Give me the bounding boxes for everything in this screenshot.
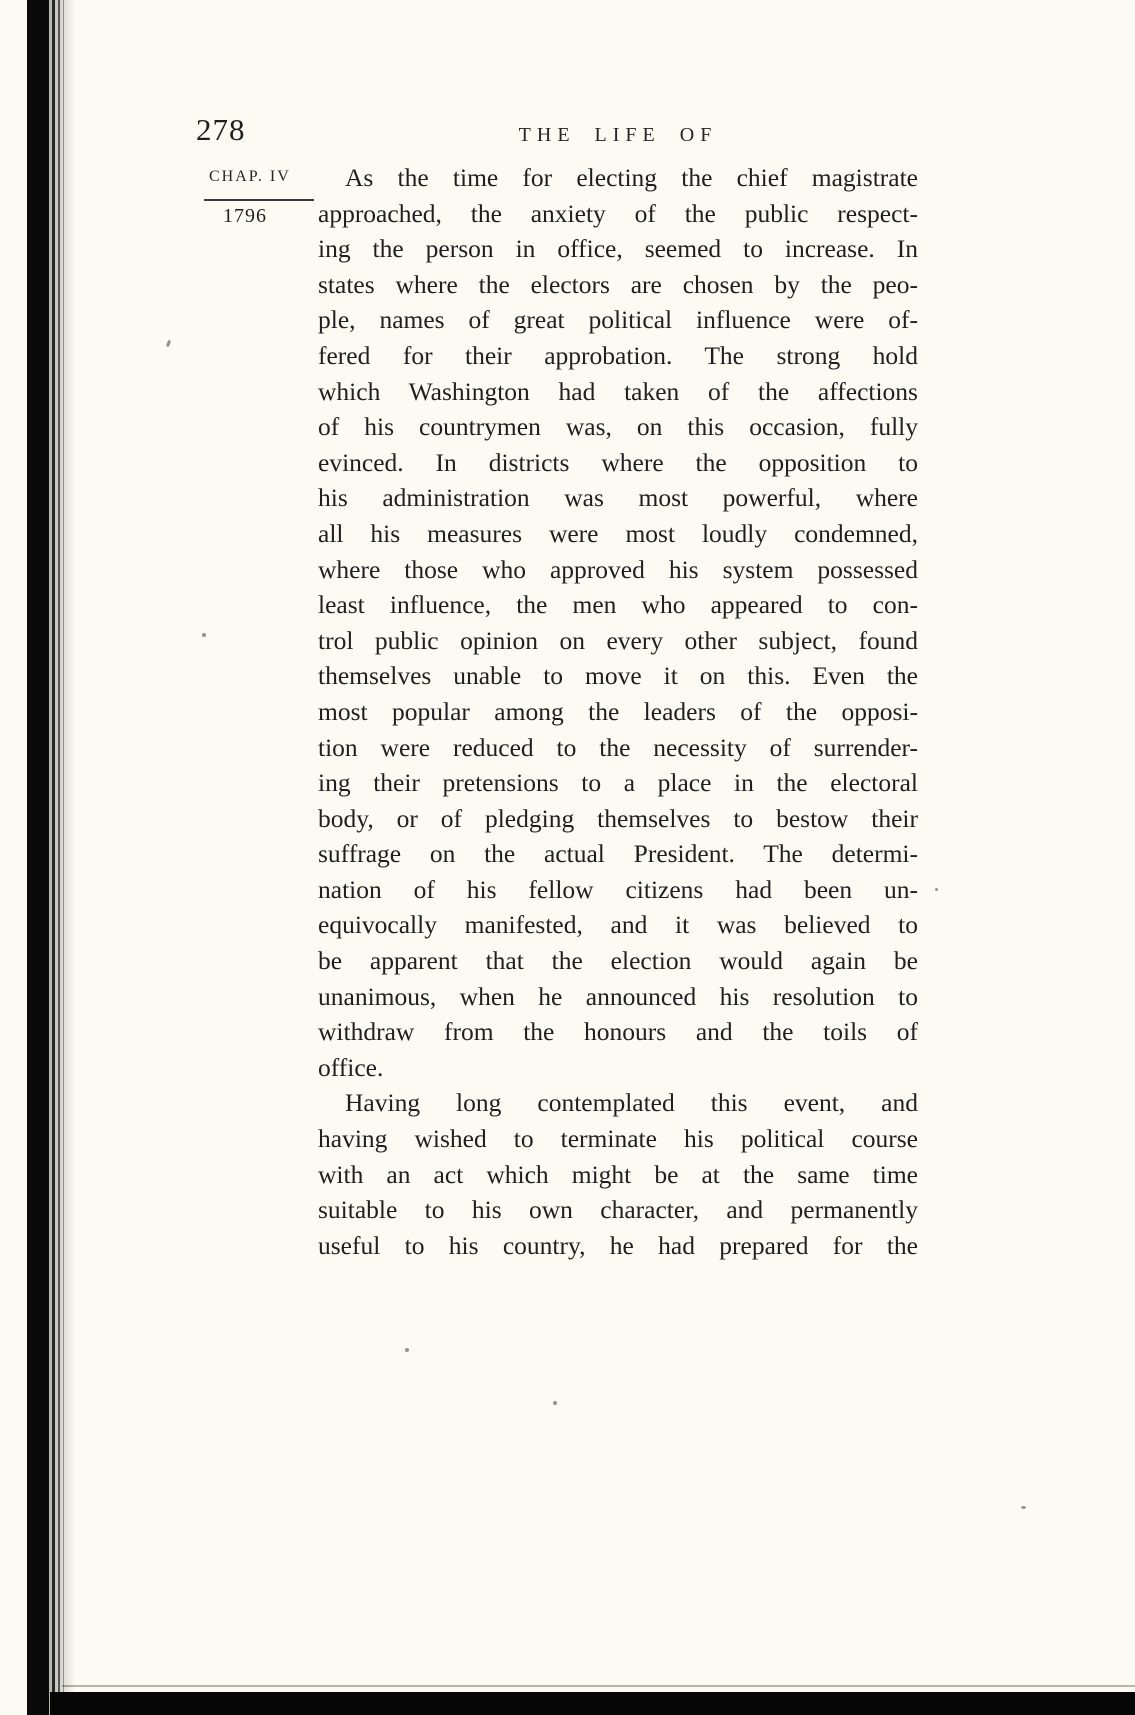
text-line: be apparent that the election would again be xyxy=(318,946,918,976)
text-line: equivocally manifested, and it was believed to xyxy=(318,910,918,940)
text-line: evinced. In districts where the opposition to xyxy=(318,447,918,477)
text-line: As the time for electing the chief magistrate xyxy=(345,163,918,192)
text-line: with an act which might be at the same time xyxy=(318,1159,918,1189)
scan-edge-line xyxy=(58,0,60,1715)
running-header: THE LIFE OF xyxy=(518,124,718,146)
text-line: having wished to terminate his political course xyxy=(318,1124,918,1154)
text-line: most popular among the leaders of the opposi- xyxy=(318,696,918,726)
text-line: ing their pretensions to a place in the electoral xyxy=(318,768,918,798)
text-line: office. xyxy=(318,1052,384,1082)
text-line: ple, names of great political influence were of- xyxy=(318,305,918,335)
text-line: withdraw from the honours and the toils of xyxy=(318,1017,918,1047)
paragraph-1 xyxy=(318,160,918,1085)
text-line: themselves unable to move it on this. Even the xyxy=(318,661,918,691)
text-line: which Washington had taken of the affections xyxy=(318,376,918,406)
page-number: 278 xyxy=(196,112,246,147)
margin-chapter-label: CHAP. IV xyxy=(209,168,291,185)
scan-speck xyxy=(202,633,206,637)
scan-bottom-bar xyxy=(50,1692,1135,1715)
text-line: useful to his country, he had prepared for the xyxy=(318,1230,918,1260)
text-line: of his countrymen was, on this occasion, fully xyxy=(318,412,918,442)
text-line: suffrage on the actual President. The determi- xyxy=(318,839,918,869)
scan-speck xyxy=(166,340,171,348)
text-line: trol public opinion on every other subject, found xyxy=(318,625,918,655)
body-text xyxy=(318,160,918,1263)
text-line: approached, the anxiety of the public respect- xyxy=(318,198,918,228)
scan-edge-left-bar xyxy=(27,0,49,1715)
text-line: nation of his fellow citizens had been un- xyxy=(318,874,918,904)
text-line: states where the electors are chosen by the peo- xyxy=(318,269,918,299)
scan-bottom-line xyxy=(62,1685,1135,1687)
text-line: body, or of pledging themselves to bestow their xyxy=(318,803,918,833)
text-line: where those who approved his system possessed xyxy=(318,554,918,584)
text-line: least influence, the men who appeared to con- xyxy=(318,590,918,620)
paragraph-2 xyxy=(318,1085,918,1263)
margin-year-label: 1796 xyxy=(223,205,267,227)
scan-speck xyxy=(553,1401,557,1405)
scan-speck xyxy=(1021,1506,1026,1509)
text-line: all his measures were most loudly condemned, xyxy=(318,518,918,548)
text-line: suitable to his own character, and permanently xyxy=(318,1195,918,1225)
text-line: Having long contemplated this event, and xyxy=(345,1088,918,1118)
text-line: ing the person in office, seemed to increase. In xyxy=(318,234,918,264)
text-line: tion were reduced to the necessity of surrender- xyxy=(318,732,918,762)
text-line: unanimous, when he announced his resolution to xyxy=(318,981,918,1011)
margin-rule xyxy=(204,199,314,201)
scan-speck xyxy=(405,1348,409,1352)
scan-speck xyxy=(935,888,938,891)
text-line: fered for their approbation. The strong hold xyxy=(318,340,918,370)
scan-edge-line xyxy=(63,0,64,1715)
text-line: his administration was most powerful, where xyxy=(318,483,918,513)
scan-edge-line xyxy=(52,0,55,1715)
